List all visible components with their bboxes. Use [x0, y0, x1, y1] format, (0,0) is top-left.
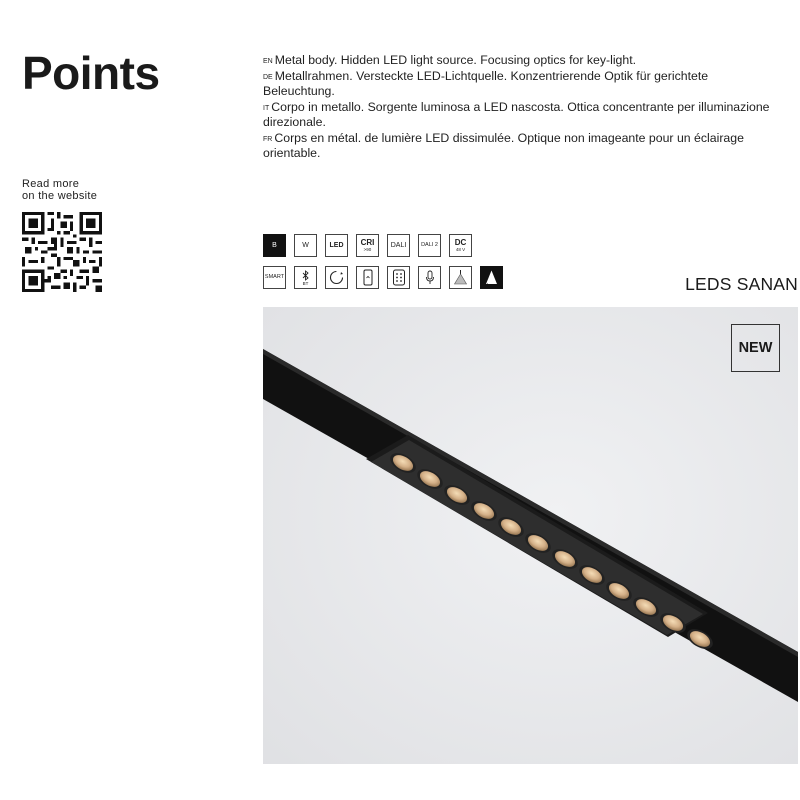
beam-angle-icon: [449, 266, 472, 289]
brand-name: LEDS SANAN: [685, 274, 798, 294]
cri-icon: CRI >90: [356, 234, 379, 257]
dali-icon: DALI: [387, 234, 410, 257]
description-fr: $^{FR}$ Corps en métal. de lumière LED dissimulée. Optique non imageante pour un éclairage orientable.: [263, 130, 744, 160]
description-en: $^{EN}$ Metal body. Hidden LED light source. Focusing optics for key-light.: [263, 53, 637, 67]
new-badge: NEW: [731, 324, 780, 372]
color-black-icon: B: [263, 234, 286, 257]
product-description: [263, 53, 783, 162]
smart-icon: SMART: [263, 266, 286, 289]
qr-code-icon[interactable]: [22, 212, 102, 292]
bluetooth-icon: BT: [294, 266, 317, 289]
description-de: $^{DE}$ Metallrahmen. Versteckte LED-Lichtquelle. Konzentrierende Optik für gerichtete Beleuchtung.: [263, 68, 709, 98]
remote-control-icon: [387, 266, 410, 289]
phone-app-icon: [356, 266, 379, 289]
read-more-text: Read more on the website: [22, 178, 98, 202]
voice-control-icon: [418, 266, 441, 289]
dc-icon: DC 48 V: [449, 234, 472, 257]
dimmer-icon: [325, 266, 348, 289]
high-beam-icon: H: [480, 266, 503, 289]
led-icon: LED: [325, 234, 348, 257]
product-photo: [263, 307, 798, 764]
spec-icons-row-2: [263, 266, 503, 289]
spec-icons-row-1: [263, 234, 472, 257]
dali2-icon: DALI 2: [418, 234, 441, 257]
product-title: Points: [22, 47, 160, 99]
description-it: $^{IT}$ Corpo in metallo. Sorgente luminosa a LED nascosta. Ottica concentrante per illuminazione direzionale.: [263, 99, 770, 129]
color-white-icon: W: [294, 234, 317, 257]
